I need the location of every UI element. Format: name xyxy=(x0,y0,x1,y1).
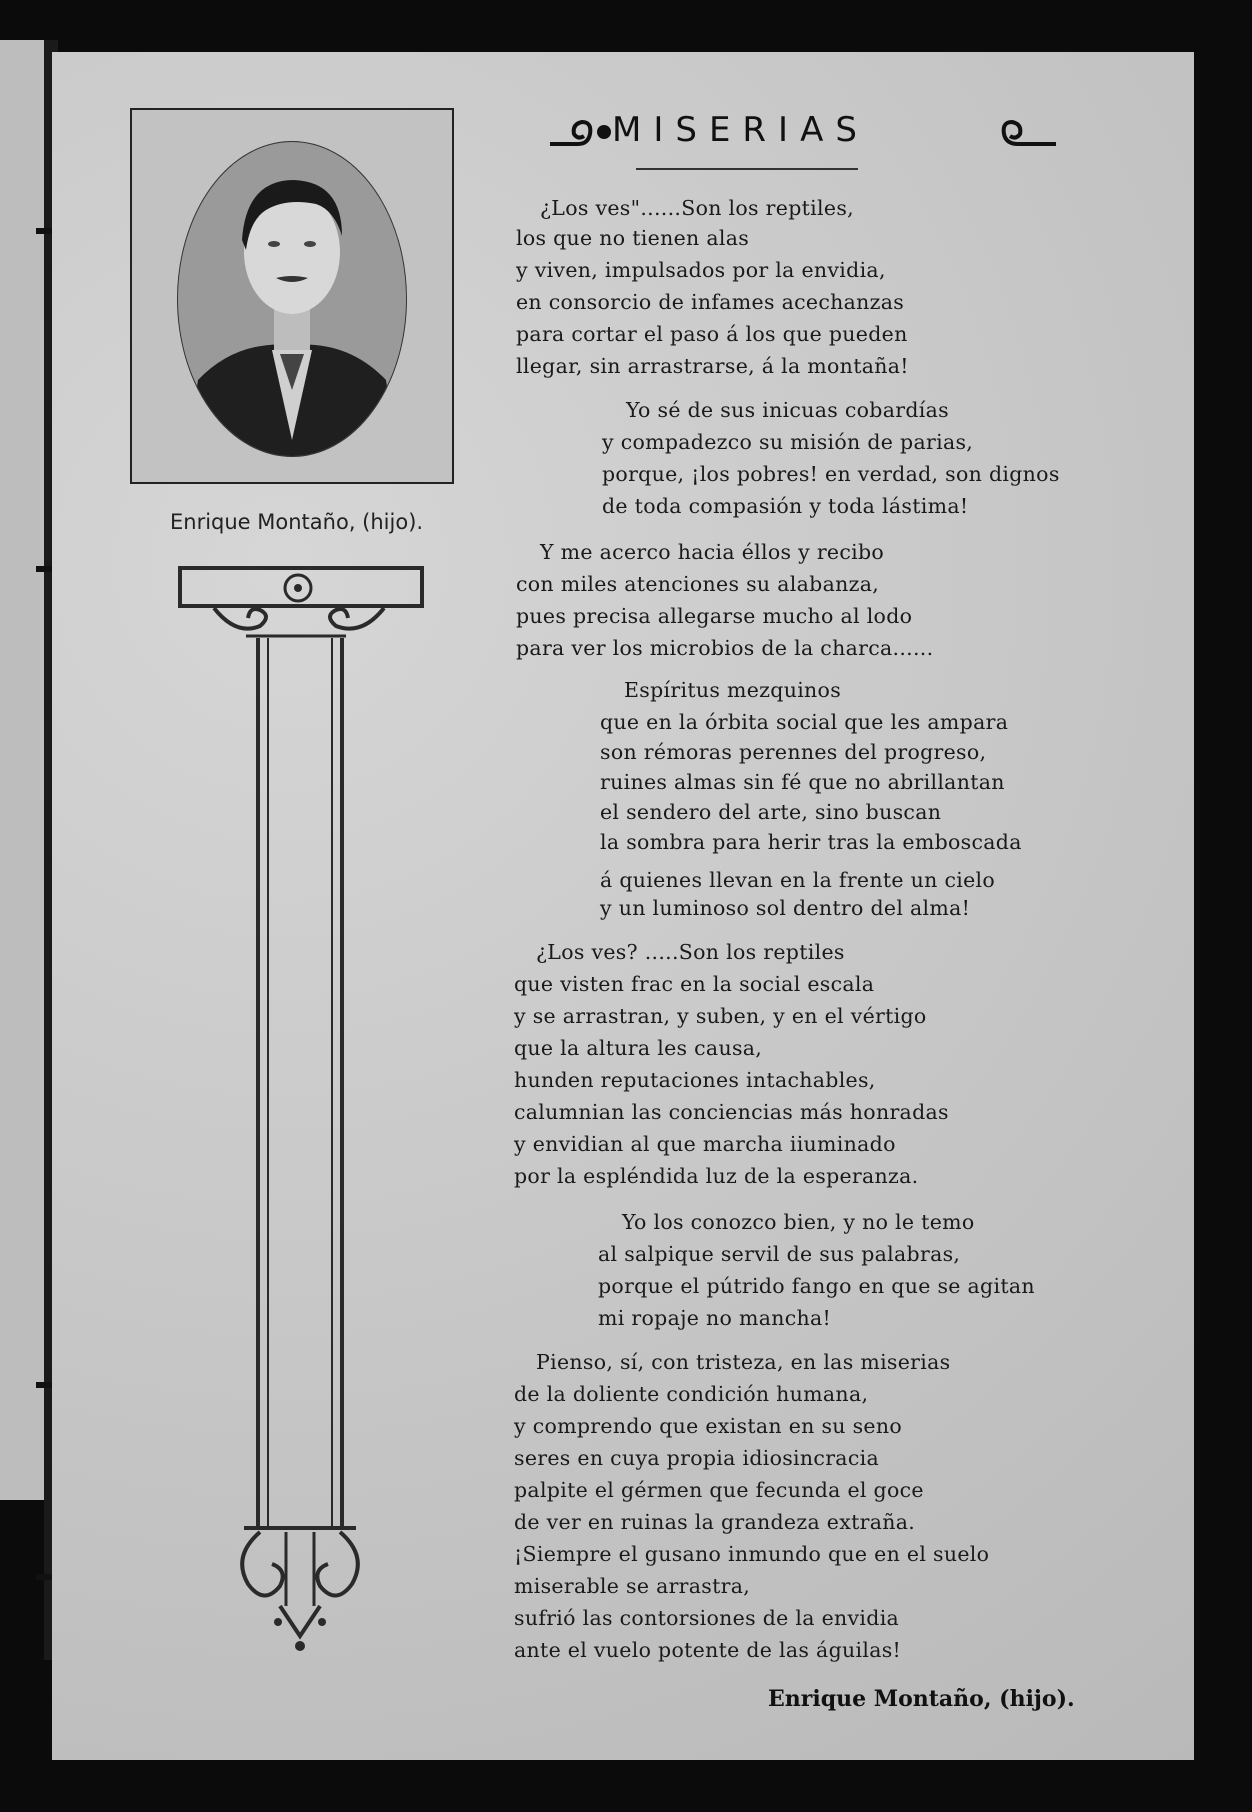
poem-line: ¿Los ves"......Son los reptiles, xyxy=(540,196,854,220)
poem-line: y envidian al que marcha iiuminado xyxy=(514,1132,896,1156)
poem-line: palpite el gérmen que fecunda el goce xyxy=(514,1478,924,1502)
poem-line: hunden reputaciones intachables, xyxy=(514,1068,876,1092)
portrait-caption: Enrique Montaño, (hijo). xyxy=(170,510,424,534)
poem-line: para cortar el paso á los que pueden xyxy=(516,322,908,346)
poem-line: de toda compasión y toda lástima! xyxy=(602,494,969,518)
poem-line: al salpique servil de sus palabras, xyxy=(598,1242,961,1266)
poem-line: que en la órbita social que les ampara xyxy=(600,710,1009,734)
poem-line: y se arrastran, y suben, y en el vértigo xyxy=(514,1004,927,1028)
poem-line: que la altura les causa, xyxy=(514,1036,763,1060)
author-signature: Enrique Montaño, (hijo). xyxy=(768,1686,1075,1712)
poem-line: y comprendo que existan en su seno xyxy=(514,1414,903,1438)
poem-line: mi ropaje no mancha! xyxy=(598,1306,832,1330)
poem-line: son rémoras perennes del progreso, xyxy=(600,740,987,764)
poem-line: la sombra para herir tras la emboscada xyxy=(600,830,1022,854)
poem-line: y un luminoso sol dentro del alma! xyxy=(600,896,971,920)
poem-line: ruines almas sin fé que no abrillantan xyxy=(600,770,1005,794)
poem-line: de ver en ruinas la grandeza extraña. xyxy=(514,1510,916,1534)
poem-line: á quienes llevan en la frente un cielo xyxy=(600,868,996,892)
poem-line: y compadezco su misión de parias, xyxy=(602,430,974,454)
poem-line: porque el pútrido fango en que se agitan xyxy=(598,1274,1035,1298)
poem-line: y viven, impulsados por la envidia, xyxy=(516,258,886,282)
poem-line: seres en cuya propia idiosincracia xyxy=(514,1446,879,1470)
poem-line: por la espléndida luz de la esperanza. xyxy=(514,1164,919,1188)
poem-line: sufrió las contorsiones de la envidia xyxy=(514,1606,900,1630)
poem-line: que visten frac en la social escala xyxy=(514,972,875,996)
poem-line: el sendero del arte, sino buscan xyxy=(600,800,942,824)
poem-line: llegar, sin arrastrarse, á la montaña! xyxy=(516,354,909,378)
poem-line: Y me acerco hacia éllos y recibo xyxy=(540,540,885,564)
poem-line: Pienso, sí, con tristeza, en las miserias xyxy=(536,1350,951,1374)
poem-line: Yo los conozco bien, y no le temo xyxy=(622,1210,975,1234)
poem-line: ¡Siempre el gusano inmundo que en el suelo xyxy=(514,1542,990,1566)
poem-line: miserable se arrastra, xyxy=(514,1574,751,1598)
poem-title: MISERIAS xyxy=(612,110,869,150)
poem-line: Yo sé de sus inicuas cobardías xyxy=(626,398,949,422)
poem-line: ¿Los ves? .....Son los reptiles xyxy=(536,940,845,964)
poem-line: Espíritus mezquinos xyxy=(624,678,842,702)
poem-line: con miles atenciones su alabanza, xyxy=(516,572,880,596)
poem-line: pues precisa allegarse mucho al lodo xyxy=(516,604,913,628)
poem-line: ante el vuelo potente de las águilas! xyxy=(514,1638,902,1662)
poem-line: de la doliente condición humana, xyxy=(514,1382,869,1406)
poem-line: los que no tienen alas xyxy=(516,226,750,250)
poem-line: en consorcio de infames acechanzas xyxy=(516,290,905,314)
poem-line: porque, ¡los pobres! en verdad, son dignos xyxy=(602,462,1060,486)
poem-line: calumnian las conciencias más honradas xyxy=(514,1100,949,1124)
poem-line: para ver los microbios de la charca...... xyxy=(516,636,934,660)
